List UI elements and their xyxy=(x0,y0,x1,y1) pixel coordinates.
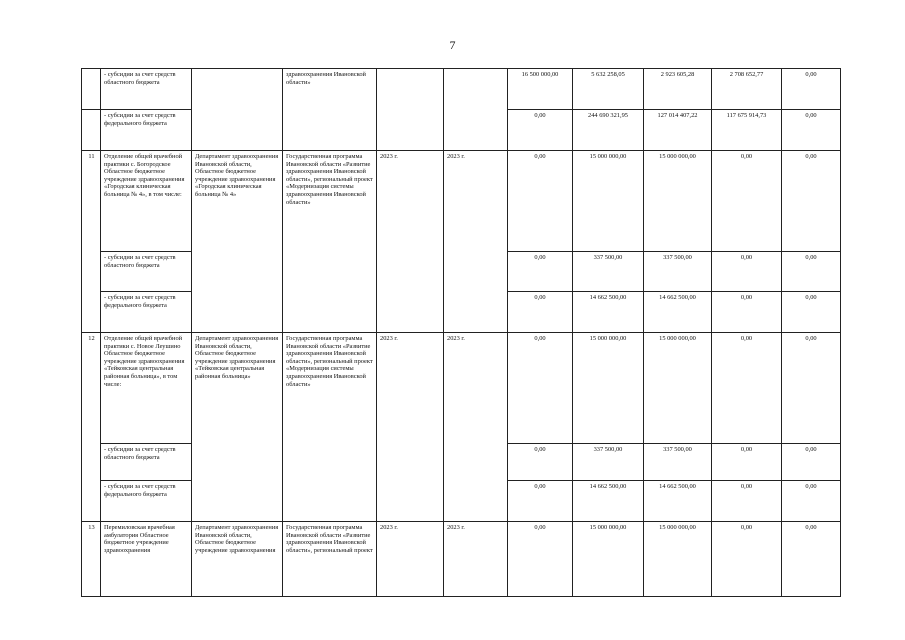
cell-department xyxy=(192,69,283,151)
cell-amount: 0,00 xyxy=(782,444,841,481)
cell-amount: 0,00 xyxy=(712,481,782,522)
cell-amount: 15 000 000,00 xyxy=(573,522,644,597)
cell-amount: 14 662 500,00 xyxy=(644,292,712,333)
cell-number: 12 xyxy=(82,333,101,522)
cell-amount: 0,00 xyxy=(712,444,782,481)
cell-amount: 15 000 000,00 xyxy=(573,151,644,252)
cell-program: Государственная программа Ивановской области «Развитие здравоохранения Ивановской области», региональный проект «Модернизация системы здравоохранения Ивановской области» xyxy=(283,333,377,522)
cell-start: 2023 г. xyxy=(377,333,444,522)
cell-amount: 5 632 258,05 xyxy=(573,69,644,110)
cell-start: 2023 г. xyxy=(377,151,444,333)
cell-program: Государственная программа Ивановской области «Развитие здравоохранения Ивановской области», региональный проект «Модернизация системы здравоохранения Ивановской области» xyxy=(283,151,377,333)
cell-amount: 2 708 652,77 xyxy=(712,69,782,110)
cell-name: - субсидии за счет средств федерального бюджета xyxy=(101,481,192,522)
cell-start xyxy=(377,69,444,151)
cell-program: здравоохранения Ивановской области» xyxy=(283,69,377,151)
cell-total: 0,00 xyxy=(508,481,573,522)
cell-amount: 0,00 xyxy=(712,151,782,252)
investment-projects-table xyxy=(81,68,841,597)
cell-amount: 0,00 xyxy=(782,292,841,333)
cell-end xyxy=(444,69,508,151)
cell-amount: 0,00 xyxy=(712,333,782,444)
cell-total: 0,00 xyxy=(508,333,573,444)
cell-name: - субсидии за счет средств федерального бюджета xyxy=(101,110,192,151)
cell-start: 2023 г. xyxy=(377,522,444,597)
cell-amount: 0,00 xyxy=(782,481,841,522)
cell-name: - субсидии за счет средств областного бюджета xyxy=(101,69,192,110)
cell-number xyxy=(82,110,101,151)
cell-amount: 15 000 000,00 xyxy=(644,151,712,252)
cell-department: Департамент здравоохранения Ивановской области, Областное бюджетное учреждение здравоохранения «Тейковская центральная районная больница» xyxy=(192,333,283,522)
cell-amount: 0,00 xyxy=(782,69,841,110)
cell-end: 2023 г. xyxy=(444,333,508,522)
table-row xyxy=(82,522,841,597)
cell-amount: 337 500,00 xyxy=(573,444,644,481)
cell-amount: 0,00 xyxy=(782,333,841,444)
cell-amount: 337 500,00 xyxy=(644,252,712,292)
table-row xyxy=(82,69,841,110)
cell-amount: 337 500,00 xyxy=(573,252,644,292)
cell-amount: 14 662 500,00 xyxy=(573,481,644,522)
cell-amount: 14 662 500,00 xyxy=(644,481,712,522)
cell-amount: 0,00 xyxy=(782,252,841,292)
cell-department: Департамент здравоохранения Ивановской области, Областное бюджетное учреждение здравоохранения «Городская клиническая больница № 4» xyxy=(192,151,283,333)
cell-amount: 0,00 xyxy=(782,110,841,151)
cell-total: 0,00 xyxy=(508,151,573,252)
cell-total: 16 500 000,00 xyxy=(508,69,573,110)
cell-amount: 15 000 000,00 xyxy=(573,333,644,444)
cell-name: - субсидии за счет средств федерального бюджета xyxy=(101,292,192,333)
cell-name: - субсидии за счет средств областного бюджета xyxy=(101,252,192,292)
cell-amount: 0,00 xyxy=(712,522,782,597)
cell-total: 0,00 xyxy=(508,252,573,292)
cell-total: 0,00 xyxy=(508,444,573,481)
cell-number: 11 xyxy=(82,151,101,333)
cell-amount: 15 000 000,00 xyxy=(644,522,712,597)
cell-amount: 15 000 000,00 xyxy=(644,333,712,444)
cell-name: Отделение общей врачебной практики с. Новое Леушино Областное бюджетное учреждение здравоохранения «Тейковская центральная районная больница», в том числе: xyxy=(101,333,192,444)
cell-number: 13 xyxy=(82,522,101,597)
cell-department: Департамент здравоохранения Ивановской области, Областное бюджетное учреждение здравоохранения xyxy=(192,522,283,597)
cell-program: Государственная программа Ивановской области «Развитие здравоохранения Ивановской области», региональный проект xyxy=(283,522,377,597)
cell-amount: 0,00 xyxy=(712,292,782,333)
cell-amount: 117 675 914,73 xyxy=(712,110,782,151)
cell-amount: 2 923 605,28 xyxy=(644,69,712,110)
cell-amount: 337 500,00 xyxy=(644,444,712,481)
cell-amount: 244 690 321,95 xyxy=(573,110,644,151)
page-number: 7 xyxy=(449,38,456,52)
cell-amount: 0,00 xyxy=(782,151,841,252)
cell-number xyxy=(82,69,101,110)
cell-amount: 127 014 407,22 xyxy=(644,110,712,151)
cell-amount: 0,00 xyxy=(782,522,841,597)
cell-amount: 14 662 500,00 xyxy=(573,292,644,333)
cell-amount: 0,00 xyxy=(712,252,782,292)
cell-total: 0,00 xyxy=(508,110,573,151)
table-row xyxy=(82,151,841,252)
cell-total: 0,00 xyxy=(508,292,573,333)
cell-end: 2023 г. xyxy=(444,522,508,597)
cell-name: - субсидии за счет средств областного бюджета xyxy=(101,444,192,481)
table-row xyxy=(82,333,841,444)
cell-total: 0,00 xyxy=(508,522,573,597)
cell-end: 2023 г. xyxy=(444,151,508,333)
cell-name: Отделение общей врачебной практики с. Богородское Областное бюджетное учреждение здравоохранения «Городская клиническая больница № 4», в том числе: xyxy=(101,151,192,252)
cell-name: Перемиловская врачебная амбулатория Областное бюджетное учреждение здравоохранения xyxy=(101,522,192,597)
